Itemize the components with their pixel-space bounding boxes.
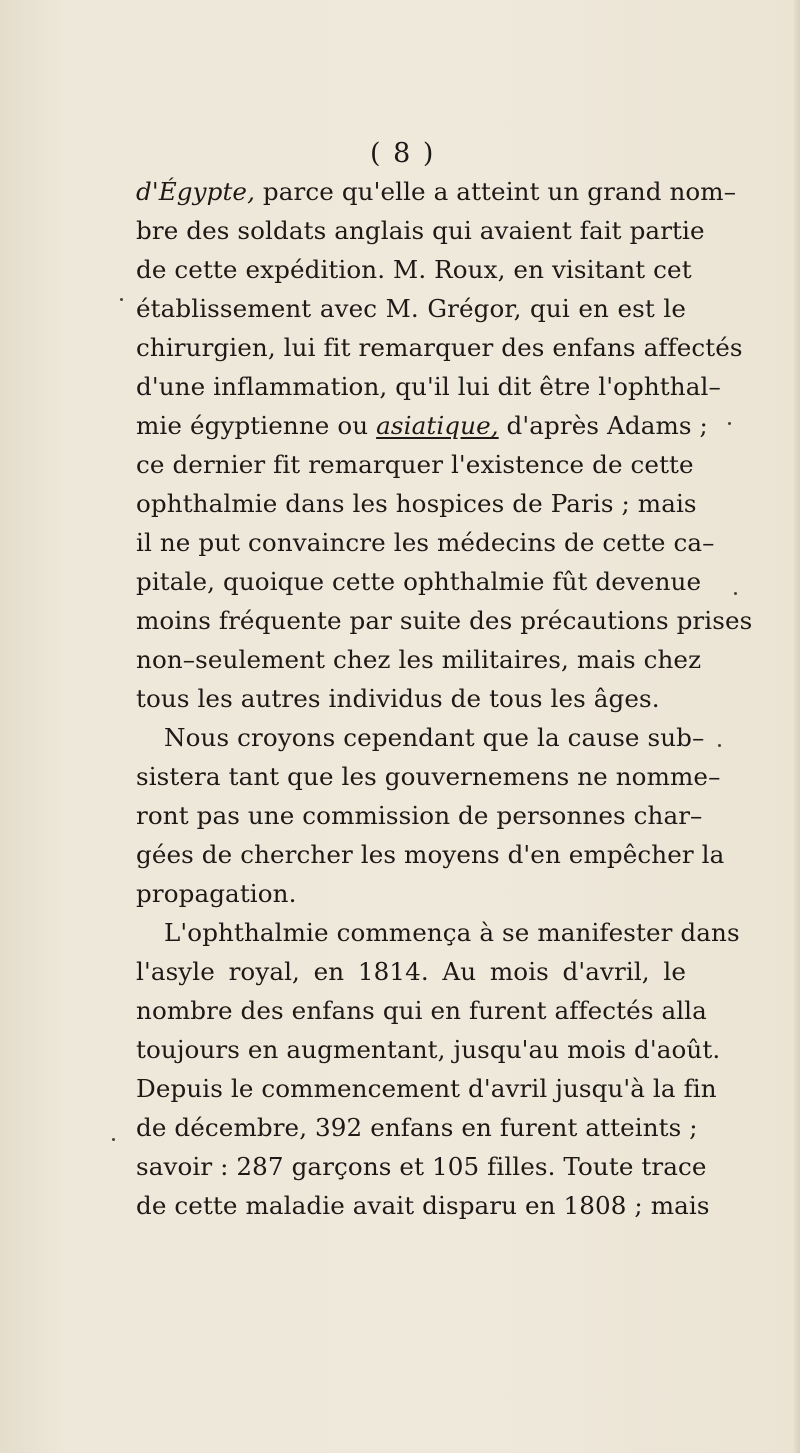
text-line: pitale, quoique cette ophthalmie fût devenue — [136, 567, 702, 596]
text-line: moins fréquente par suite des précautions prises — [136, 606, 753, 635]
text-line: nombre des enfans qui en furent affectés alla — [136, 996, 707, 1025]
text-line: de décembre, 392 enfans en furent atteints ; — [136, 1113, 698, 1142]
text-line: ront pas une commission de personnes char– — [136, 801, 703, 830]
ink-speck — [728, 422, 731, 425]
page-number: ( 8 ) — [370, 138, 436, 169]
text-line: gées de chercher les moyens d'en empêcher la — [136, 840, 725, 869]
text-line: établissement avec M. Grégor, qui en est le — [136, 294, 686, 323]
text-line: propagation. — [136, 879, 297, 908]
text-line: sistera tant que les gouvernemens ne nomme– — [136, 762, 721, 791]
text-line: d'une inflammation, qu'il lui dit être l'ophthal– — [136, 372, 721, 401]
page-edge — [794, 0, 800, 1453]
text-line: chirurgien, lui fit remarquer des enfans affectés — [136, 333, 743, 362]
text-line: bre des soldats anglais qui avaient fait partie — [136, 216, 705, 245]
line-text: parce qu'elle a atteint un grand nom– — [255, 177, 737, 206]
text-line: l'asyle royal, en 1814. Au mois d'avril, le — [136, 957, 686, 986]
body-text — [136, 172, 753, 1225]
text-line: savoir : 287 garçons et 105 filles. Toute trace — [136, 1152, 707, 1181]
text-line: Depuis le commencement d'avril jusqu'à la fin — [136, 1074, 717, 1103]
text-line: non–seulement chez les militaires, mais chez — [136, 645, 702, 674]
text-line — [136, 172, 737, 211]
text-line — [136, 406, 708, 445]
ink-speck — [112, 1138, 115, 1141]
text-line: Nous croyons cependant que la cause sub– — [164, 723, 705, 752]
ink-speck — [718, 744, 721, 747]
text-line: il ne put convaincre les médecins de cette ca– — [136, 528, 715, 557]
text-line: ophthalmie dans les hospices de Paris ; mais — [136, 489, 697, 518]
text-line: de cette maladie avait disparu en 1808 ; mais — [136, 1191, 710, 1220]
line-text: mie égyptienne ou — [136, 411, 377, 440]
text-line: tous les autres individus de tous les âges. — [136, 684, 660, 713]
ink-speck — [734, 592, 737, 595]
underlined-term: asiatique, — [376, 411, 499, 440]
italic-place-name: d'Égypte, — [136, 177, 255, 206]
ink-speck — [120, 298, 123, 301]
text-line: de cette expédition. M. Roux, en visitant cet — [136, 255, 692, 284]
text-line: ce dernier fit remarquer l'existence de cette — [136, 450, 694, 479]
line-text: d'après Adams ; — [498, 411, 708, 440]
text-line: toujours en augmentant, jusqu'au mois d'août. — [136, 1035, 721, 1064]
text-line: L'ophthalmie commença à se manifester dans — [164, 918, 740, 947]
